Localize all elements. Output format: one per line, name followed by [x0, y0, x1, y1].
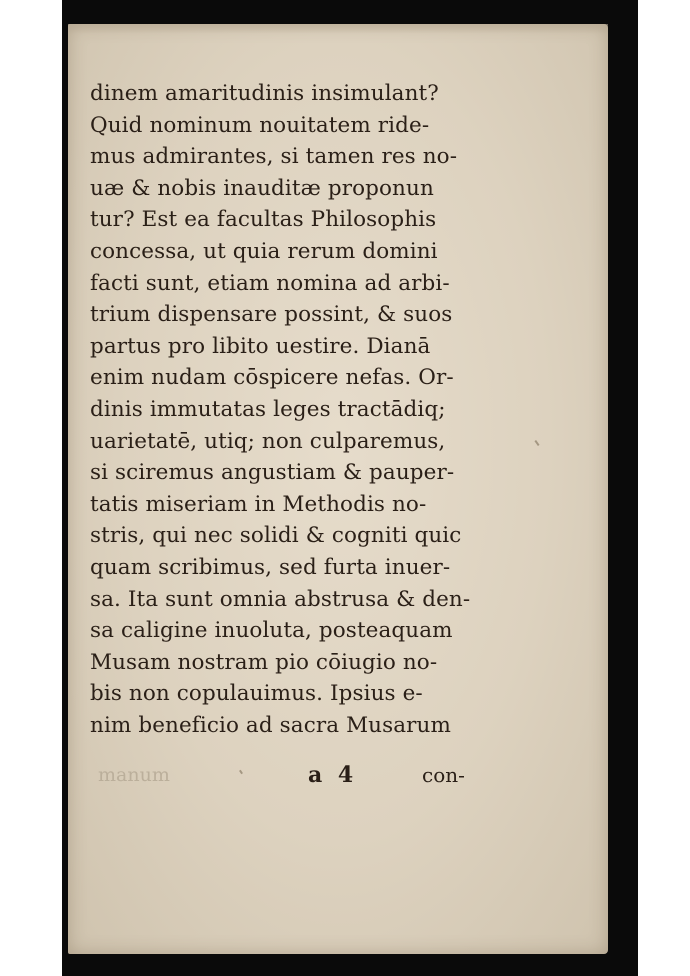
text-line: si sciremus angustiam & pauper- — [90, 460, 455, 486]
page-edge-shadow — [68, 24, 608, 34]
text-line: partus pro libito uestire. Dianā — [90, 333, 431, 359]
text-line: trium dispensare possint, & suos — [90, 302, 453, 328]
book-page — [68, 24, 608, 954]
text-line: sa caligine inuoluta, posteaquam — [90, 618, 453, 644]
text-line: dinem amaritudinis insimulant? — [90, 81, 439, 106]
text-line: facti sunt, etiam nomina ad arbi- — [90, 270, 450, 296]
text-line: uarietatē, utiq; non culparemus, — [90, 428, 446, 454]
text-line: bis non copulauimus. Ipsius e- — [90, 681, 423, 707]
text-line: dinis immutatas leges tractādiq; — [90, 396, 446, 422]
page-footer — [90, 760, 490, 790]
text-line: tur? Est ea facultas Philosophis — [90, 207, 437, 233]
text-line: Quid nominum nouitatem ride- — [90, 112, 430, 138]
text-line: sa. Ita sunt omnia abstrusa & den- — [90, 586, 471, 612]
text-line: stris, qui nec solidi & cogniti quic — [90, 523, 462, 549]
text-line: quam scribimus, sed furta inuer- — [90, 554, 451, 580]
text-line: uæ & nobis inauditæ proponun — [90, 175, 434, 201]
text-line: concessa, ut quia rerum domini — [90, 238, 438, 264]
catchword: con- — [422, 763, 465, 787]
bleed-through-text: manum — [98, 764, 170, 786]
text-line: tatis miseriam in Methodis no- — [90, 491, 427, 517]
text-line: nim beneficio ad sacra Musarum — [90, 712, 451, 738]
signature-mark: a 4 — [308, 762, 354, 788]
text-line: mus admirantes, si tamen res no- — [90, 144, 458, 170]
text-block — [90, 78, 510, 741]
text-line: Musam nostram pio cōiugio no- — [90, 649, 438, 675]
paper-speck — [534, 440, 539, 446]
text-line: enim nudam cōspicere nefas. Or- — [90, 365, 454, 391]
